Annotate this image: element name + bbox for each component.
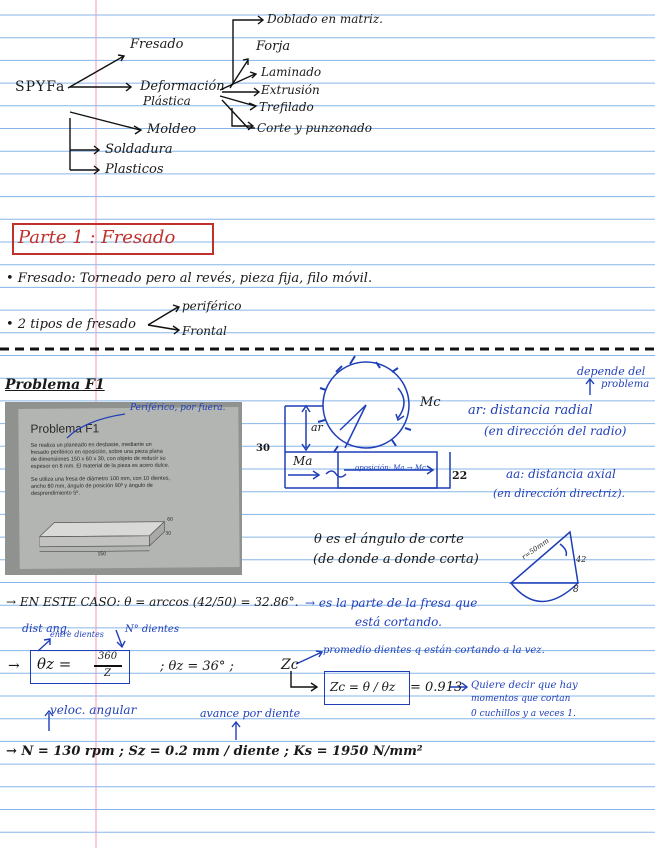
promedio-note: promedio dientes q están cortando a la vez. — [323, 645, 545, 656]
ar-definition: ar: distancia radial — [468, 403, 593, 418]
parte1-periferico: periférico — [182, 299, 242, 313]
theta-z-value: ; θz = 36° ; — [160, 659, 234, 674]
photo-text-2: fresado periférico en oposición, sobre una pieza plana — [30, 448, 163, 456]
theta-definition-2: (de donde a donde corta) — [313, 552, 479, 567]
avance-diente: avance por diente — [200, 707, 301, 720]
fraction-bar — [94, 665, 122, 667]
photo-title: Problema F1 — [30, 421, 100, 436]
tree-fresado: Fresado — [130, 37, 184, 52]
arrow-theta-z: → — [8, 658, 20, 674]
photo-text-3: de dimensiones 150 x 60 x 30, con objeto de reducir su — [30, 455, 166, 463]
tree-doblado: Doblado en matriz. — [267, 12, 383, 26]
tree-corte: Corte y punzonado — [257, 121, 372, 135]
parte1-frontal: Frontal — [182, 324, 227, 338]
diagram-mc: Mc — [420, 395, 441, 410]
tree-forja: Forja — [256, 39, 291, 54]
theta-z-den: Z — [104, 668, 111, 679]
zc-equation: Zc = θ / θz — [330, 680, 396, 694]
theta-z-lhs: θz = — [37, 655, 72, 673]
theta-definition: θ es el ángulo de corte — [314, 532, 464, 547]
parte1-line1: • Fresado: Torneado pero al revés, pieza fija, filo móvil. — [6, 271, 373, 286]
problema-heading: Problema F1 — [5, 377, 105, 393]
photo-dim-150: 150 — [97, 551, 106, 558]
photo-text-5: Se utiliza una fresa de diámetro 100 mm, con 10 dientes, — [30, 475, 171, 483]
problem-photo — [5, 402, 242, 575]
entre-dientes: entre dientes — [50, 630, 104, 639]
tree-root: SPYFa — [15, 79, 66, 95]
photo-dim-60: 60 — [167, 516, 173, 523]
photo-text-4: espesor en 8 mm. El material de la pieza es acero dulce. — [30, 462, 170, 470]
photo-dim-30: 30 — [165, 530, 171, 537]
tree-laminado: Laminado — [261, 65, 322, 79]
photo-text-7: desprendimiento 5º. — [31, 490, 80, 497]
tree-trefilado: Trefilado — [259, 100, 314, 114]
theta-z-num: 360 — [98, 651, 118, 662]
depende-problema: problema — [601, 379, 650, 390]
quiere-1: Quiere decir que hay — [471, 680, 578, 691]
parte1-title: Parte 1 : Fresado — [18, 227, 176, 248]
photo-text-1: Se realiza un planeado en desbaste, mediante un — [30, 441, 152, 449]
dist-ang: dist ang. — [22, 622, 71, 635]
quiere-2: momentos que cortan — [471, 694, 571, 704]
n-dientes: N° dientes — [125, 624, 179, 635]
tree-extrusion: Extrusión — [261, 83, 320, 97]
diagram-ar: ar — [311, 421, 323, 434]
triangle-radius: r=50mm — [520, 536, 551, 562]
en-este-caso: → EN ESTE CASO: θ = arccos (42/50) = 32.86°. — [6, 595, 299, 609]
photo-text-6: ancho 80 mm, ángulo de posición 90º y ángulo de — [30, 482, 153, 490]
veloc-angular: veloc. angular — [50, 703, 137, 717]
parte-fresa: → es la parte de la fresa que — [305, 596, 478, 610]
diagram-30: 30 — [256, 443, 270, 454]
parte1-tipos: • 2 tipos de fresado — [6, 317, 136, 332]
diagram-oposicion: oposición: Ma → Mc — [355, 464, 426, 472]
triangle-8: 8 — [573, 585, 579, 595]
diagram-ma: Ma — [293, 454, 313, 468]
aa-definition-2: (en dirección directriz). — [493, 487, 626, 500]
tree-moldeo: Moldeo — [147, 122, 197, 137]
zc-value: = 0.913 — [410, 680, 463, 695]
final-line: → N = 130 rpm ; Sz = 0.2 mm / diente ; Ks = 1950 N/mm² — [6, 744, 423, 759]
esta-cortando: está cortando. — [355, 615, 442, 629]
zc-label: Zc — [281, 657, 299, 673]
tree-soldadura: Soldadura — [105, 142, 173, 157]
photo-note: Periférico, por fuera. — [130, 403, 226, 413]
depende-del: depende del — [577, 365, 646, 378]
triangle-42: 42 — [576, 555, 587, 564]
tree-plasticos: Plasticos — [105, 162, 164, 177]
ar-definition-2: (en dirección del radio) — [484, 424, 627, 438]
photo-note-arrow — [5, 402, 242, 575]
tree-plastica: Plástica — [143, 94, 191, 108]
aa-definition: aa: distancia axial — [506, 467, 616, 481]
quiere-3: 0 cuchillos y a veces 1. — [471, 709, 576, 719]
tree-deformacion: Deformación — [140, 79, 225, 94]
diagram-22: 22 — [452, 469, 468, 482]
